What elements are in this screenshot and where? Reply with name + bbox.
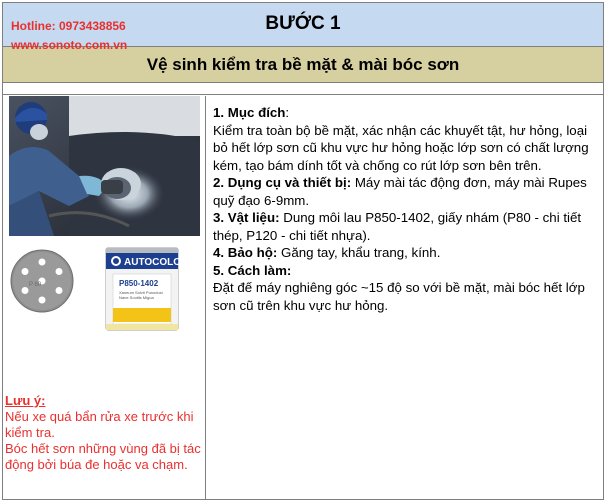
section-text: Máy mài tác động đơn, máy mài Rupes quỹ đạo 6-9mm.: [213, 175, 587, 208]
note-line-1: Nếu xe quá bẩn rửa xe trước khi kiểm tra.: [5, 409, 194, 440]
sanding-disc-icon: [9, 248, 75, 314]
sanding-photo: [9, 96, 200, 236]
step-title: BƯỚC 1: [265, 13, 341, 34]
website-link[interactable]: www.sonoto.com.vn: [11, 38, 128, 52]
worksheet: [2, 2, 604, 500]
section-text: Dung môi lau P850-1402, giấy nhám (P80 - chi tiết thép, P120 - chi tiết nhựa).: [213, 210, 582, 243]
section-heading: 1. Mục đích: [213, 105, 286, 120]
section-text: Đặt đế máy nghiêng góc ~15 độ so với bề mặt, mài bóc hết lớp sơn cũ trên khu vực hư hỏng.: [213, 280, 585, 313]
section-materials: [213, 209, 599, 244]
sanding-disc-image: [9, 248, 75, 314]
subtitle-row: [3, 47, 603, 83]
section-method: [213, 262, 599, 315]
section-protection: [213, 244, 599, 262]
instruction-column: [207, 96, 603, 499]
section-heading: 3. Vật liệu:: [213, 210, 280, 225]
section-heading: 2. Dụng cụ và thiết bị:: [213, 175, 352, 190]
section-tools: [213, 174, 599, 209]
solvent-can-image: [103, 244, 189, 331]
note-title: Lưu ý:: [5, 393, 46, 408]
instruction-text: [213, 104, 599, 314]
image-column: [3, 96, 206, 499]
sanding-photo-illustration: [9, 96, 200, 236]
section-heading: 4. Bảo hộ:: [213, 245, 278, 260]
spacer-row: [3, 83, 603, 95]
can-desc-line-1: Xaneum Solvit Punodusi: [119, 290, 163, 295]
sandpaper-grit-label: P 80: [29, 282, 42, 288]
warning-note: [5, 393, 203, 473]
can-desc-line-2: Nane Soultis Mlgua: [119, 295, 154, 300]
section-purpose: [213, 104, 599, 174]
note-line-2: Bóc hết sơn những vùng đã bị tác động bởi búa đe hoặc va chạm.: [5, 441, 201, 472]
hotline-text: Hotline: 0973438856: [11, 19, 126, 33]
section-separator: :: [285, 105, 290, 120]
can-brand-label: AUTOCOLOR: [124, 257, 189, 268]
section-text: Kiểm tra toàn bộ bề mặt, xác nhận các khuyết tật, hư hỏng, loại bỏ hết lớp sơn cũ khu vực hư hỏng hoặc lớp sơn có chất lượng kém, tạo bám dính tốt và chống co rút lớp sơn bên trên.: [213, 122, 589, 173]
section-heading: 5. Cách làm:: [213, 262, 292, 278]
solvent-can-icon: [103, 244, 189, 331]
section-text: Găng tay, khẩu trang, kính.: [277, 245, 441, 260]
can-product-code: P850-1402: [119, 279, 159, 288]
step-subtitle: Vệ sinh kiểm tra bề mặt & mài bóc sơn: [146, 55, 460, 74]
